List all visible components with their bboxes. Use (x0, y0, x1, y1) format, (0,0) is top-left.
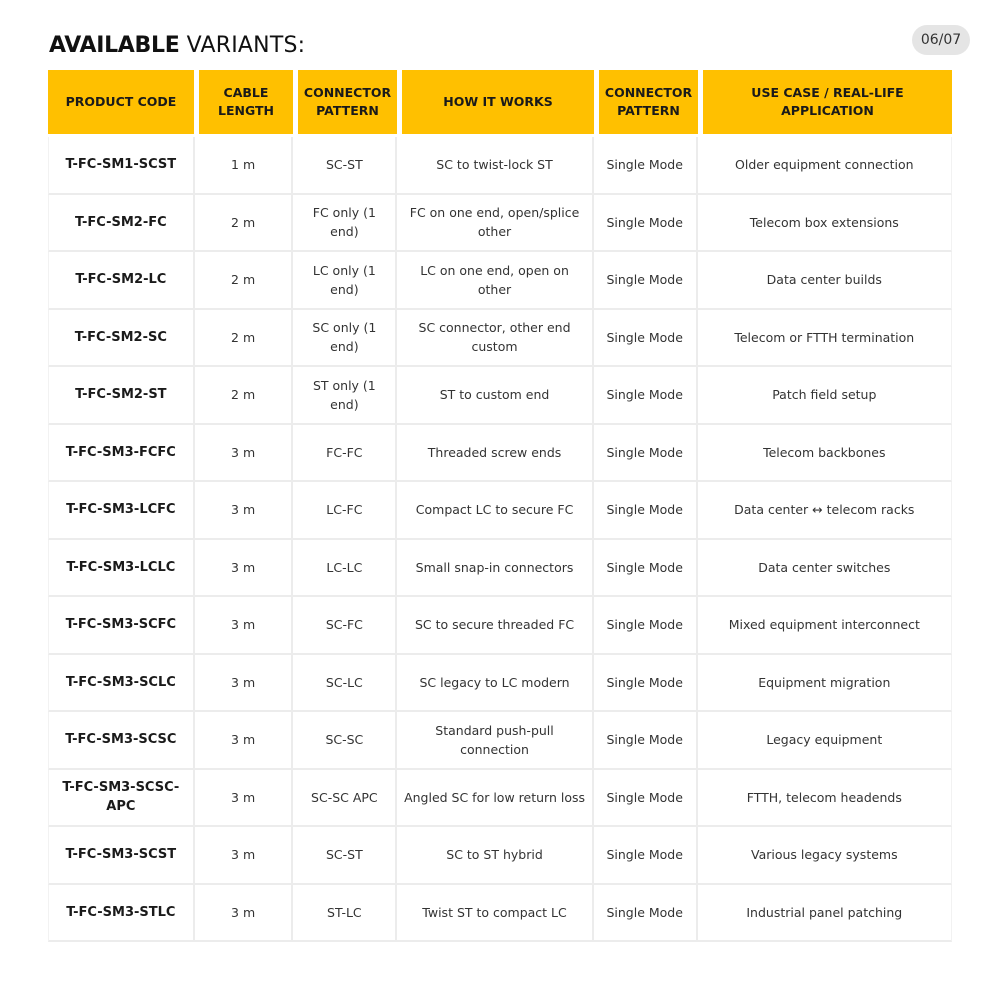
cell-fiber-mode: Single Mode (594, 712, 698, 768)
header-product-code: PRODUCT CODE (48, 70, 194, 134)
table-row (48, 770, 952, 828)
cell-product-code: T-FC-SM3-STLC (49, 885, 195, 941)
cell-product-code: T-FC-SM3-SCFC (49, 597, 195, 653)
cell-cable-length: 2 m (195, 310, 294, 366)
cell-connector-pattern: FC only (1 end) (293, 195, 397, 251)
cell-use-case: Data center ↔ telecom racks (734, 502, 915, 518)
cell-product-code: T-FC-SM2-SC (49, 310, 195, 366)
cell-product-code: T-FC-SM3-SCSC (49, 712, 195, 768)
cell-cable-length: 3 m (195, 425, 294, 481)
cell-how-it-works: LC on one end, open on other (397, 252, 594, 308)
cell-cable-length: 3 m (195, 770, 294, 826)
cell-how-it-works: SC to ST hybrid (397, 827, 594, 883)
cell-how-it-works: Threaded screw ends (397, 425, 594, 481)
cell-use-case: Mixed equipment interconnect (728, 617, 920, 633)
cell-use-case: Industrial panel patching (746, 904, 903, 920)
cell-cable-length: 3 m (195, 827, 294, 883)
cell-connector-pattern: SC-SC APC (293, 770, 397, 826)
cell-connector-pattern: SC-LC (293, 655, 397, 711)
cell-connector-pattern: LC-LC (293, 540, 397, 596)
cell-how-it-works: Small snap-in connectors (397, 540, 594, 596)
cell-fiber-mode: Single Mode (594, 827, 698, 883)
table-row (48, 712, 952, 770)
cell-use-case: Data center builds (766, 272, 882, 288)
title-bold: AVAILABLE (49, 33, 180, 58)
cell-fiber-mode: Single Mode (594, 195, 698, 251)
cell-product-code: T-FC-SM1-SCST (49, 137, 195, 193)
cell-connector-pattern: LC only (1 end) (293, 252, 397, 308)
cell-connector-pattern: SC-FC (293, 597, 397, 653)
cell-use-case: Older equipment connection (735, 157, 914, 173)
cell-product-code: T-FC-SM3-LCLC (49, 540, 195, 596)
cell-use-case: Legacy equipment (766, 732, 883, 748)
cell-fiber-mode: Single Mode (594, 310, 698, 366)
cell-fiber-mode: Single Mode (594, 597, 698, 653)
cell-use-case: Patch field setup (772, 387, 877, 403)
cell-fiber-mode: Single Mode (594, 252, 698, 308)
cell-cable-length: 2 m (195, 367, 294, 423)
table-body (48, 137, 952, 942)
cell-fiber-mode: Single Mode (594, 885, 698, 941)
table-row (48, 425, 952, 483)
cell-use-case: Telecom box extensions (749, 214, 899, 230)
cell-use-case: Equipment migration (758, 674, 891, 690)
cell-cable-length: 3 m (195, 482, 294, 538)
cell-fiber-mode: Single Mode (594, 540, 698, 596)
cell-use-case: Telecom or FTTH termination (734, 329, 915, 345)
cell-product-code: T-FC-SM3-FCFC (49, 425, 195, 481)
cell-product-code: T-FC-SM3-LCFC (49, 482, 195, 538)
cell-product-code: T-FC-SM2-FC (49, 195, 195, 251)
table-row (48, 310, 952, 368)
cell-cable-length: 2 m (195, 195, 294, 251)
cell-fiber-mode: Single Mode (594, 770, 698, 826)
cell-connector-pattern: SC-ST (293, 137, 397, 193)
table-row (48, 827, 952, 885)
cell-cable-length: 1 m (195, 137, 294, 193)
cell-cable-length: 3 m (195, 885, 294, 941)
header-connector-pattern: CONNECTOR PATTERN (298, 70, 397, 134)
table-row (48, 367, 952, 425)
cell-cable-length: 3 m (195, 540, 294, 596)
cell-connector-pattern: FC-FC (293, 425, 397, 481)
table-row (48, 252, 952, 310)
cell-use-case: Data center switches (758, 559, 891, 575)
table-header (48, 70, 952, 134)
cell-cable-length: 2 m (195, 252, 294, 308)
cell-how-it-works: SC legacy to LC modern (397, 655, 594, 711)
cell-cable-length: 3 m (195, 597, 294, 653)
cell-fiber-mode: Single Mode (594, 367, 698, 423)
table-row (48, 137, 952, 195)
cell-connector-pattern: SC-ST (293, 827, 397, 883)
cell-connector-pattern: SC-SC (293, 712, 397, 768)
cell-fiber-mode: Single Mode (594, 655, 698, 711)
cell-connector-pattern: ST only (1 end) (293, 367, 397, 423)
header-how-it-works: HOW IT WORKS (402, 70, 594, 134)
cell-how-it-works: Angled SC for low return loss (397, 770, 594, 826)
cell-use-case: Various legacy systems (750, 847, 898, 863)
cell-how-it-works: Standard push-pull connection (397, 712, 594, 768)
page-indicator-badge: 06/07 (912, 25, 970, 55)
cell-how-it-works: SC connector, other end custom (397, 310, 594, 366)
cell-how-it-works: FC on one end, open/splice other (397, 195, 594, 251)
cell-fiber-mode: Single Mode (594, 482, 698, 538)
header-use-case: USE CASE / REAL-LIFE APPLICATION (703, 70, 952, 134)
cell-product-code: T-FC-SM3-SCLC (49, 655, 195, 711)
table-row (48, 885, 952, 943)
cell-product-code: T-FC-SM3-SCST (49, 827, 195, 883)
cell-how-it-works: Twist ST to compact LC (397, 885, 594, 941)
cell-use-case: Telecom backbones (763, 444, 886, 460)
variants-table (48, 70, 952, 942)
title-regular: VARIANTS: (186, 33, 306, 58)
cell-how-it-works: Compact LC to secure FC (397, 482, 594, 538)
cell-connector-pattern: SC only (1 end) (293, 310, 397, 366)
cell-use-case: FTTH, telecom headends (746, 789, 902, 805)
table-row (48, 655, 952, 713)
table-row (48, 195, 952, 253)
cell-connector-pattern: ST-LC (293, 885, 397, 941)
header-connector-pattern-2: CONNECTOR PATTERN (599, 70, 698, 134)
cell-how-it-works: ST to custom end (397, 367, 594, 423)
header-cable-length: CABLE LENGTH (199, 70, 293, 134)
cell-cable-length: 3 m (195, 655, 294, 711)
cell-product-code: T-FC-SM2-ST (49, 367, 195, 423)
cell-how-it-works: SC to secure threaded FC (397, 597, 594, 653)
table-row (48, 597, 952, 655)
table-row (48, 482, 952, 540)
cell-product-code: T-FC-SM3-SCSC-APC (49, 770, 195, 826)
page-title (49, 33, 305, 58)
cell-fiber-mode: Single Mode (594, 137, 698, 193)
cell-how-it-works: SC to twist-lock ST (397, 137, 594, 193)
cell-product-code: T-FC-SM2-LC (49, 252, 195, 308)
table-row (48, 540, 952, 598)
cell-connector-pattern: LC-FC (293, 482, 397, 538)
cell-cable-length: 3 m (195, 712, 294, 768)
cell-fiber-mode: Single Mode (594, 425, 698, 481)
